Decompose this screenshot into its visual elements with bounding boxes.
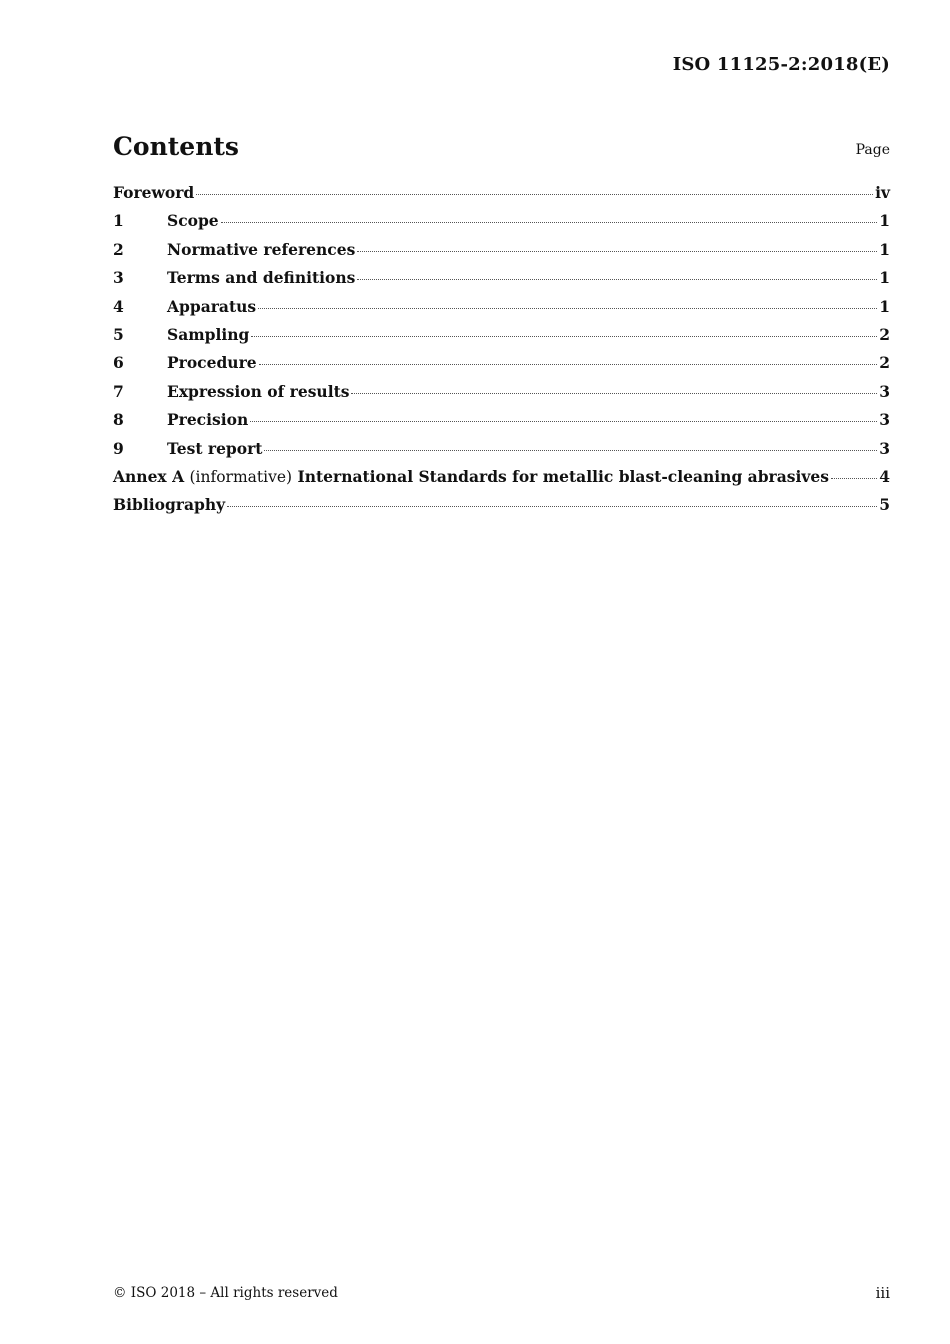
dot-leader bbox=[196, 194, 873, 195]
toc-entry-bibliography[interactable] bbox=[113, 495, 890, 523]
toc-entry-apparatus[interactable] bbox=[113, 297, 890, 325]
dot-leader bbox=[357, 251, 877, 252]
dot-leader bbox=[357, 279, 877, 280]
toc-entry-title: Scope bbox=[167, 211, 219, 231]
dot-leader bbox=[351, 393, 877, 394]
toc-entry-page: 3 bbox=[879, 438, 890, 458]
toc-entry-expression-of-results[interactable] bbox=[113, 382, 890, 410]
toc-entry-title: Procedure bbox=[167, 353, 257, 373]
toc-entry-page: 1 bbox=[879, 296, 890, 316]
toc-entry-title: Expression of results bbox=[167, 381, 350, 401]
contents-heading: Contents bbox=[113, 132, 240, 161]
toc-entry-number: 5 bbox=[113, 324, 124, 344]
toc-entry-number: 6 bbox=[113, 353, 124, 373]
annex-title: International Standards for metallic blast-cleaning abrasives bbox=[297, 466, 829, 486]
toc-entry-scope[interactable] bbox=[113, 211, 890, 239]
toc-entry-title: Bibliography bbox=[113, 495, 226, 515]
toc-entry-foreword[interactable] bbox=[113, 183, 890, 211]
dot-leader bbox=[259, 364, 878, 365]
document-id: ISO 11125-2:2018(E) bbox=[672, 54, 890, 75]
toc-entry-test-report[interactable] bbox=[113, 439, 890, 467]
toc-entry-page: 5 bbox=[879, 495, 890, 515]
toc-entry-title: Normative references bbox=[167, 239, 356, 259]
annex-note: (informative) bbox=[189, 467, 293, 486]
toc-entry-title: Sampling bbox=[167, 324, 250, 344]
toc-entry-number: 8 bbox=[113, 410, 124, 430]
dot-leader bbox=[831, 478, 877, 479]
toc-entry-terms-and-definitions[interactable] bbox=[113, 268, 890, 296]
toc-entry-number: 7 bbox=[113, 381, 124, 401]
toc-entry-page: 1 bbox=[879, 268, 890, 288]
toc-entry-page: iv bbox=[875, 183, 890, 202]
toc-entry-title: Apparatus bbox=[167, 296, 257, 316]
toc-entry-page: 2 bbox=[879, 353, 890, 373]
dot-leader bbox=[264, 450, 877, 451]
toc-entry-page: 3 bbox=[879, 410, 890, 430]
toc-entry-page: 1 bbox=[879, 239, 890, 259]
footer-copyright: © ISO 2018 – All rights reserved bbox=[113, 1285, 338, 1301]
dot-leader bbox=[251, 336, 877, 337]
toc-entry-title: Terms and definitions bbox=[167, 268, 356, 288]
dot-leader bbox=[221, 222, 878, 223]
toc-entry-number: 4 bbox=[113, 296, 124, 316]
toc-entry-annex-a[interactable] bbox=[113, 467, 890, 495]
toc-entry-precision[interactable] bbox=[113, 410, 890, 438]
toc-entry-page: 2 bbox=[879, 324, 890, 344]
toc-entry-page: 1 bbox=[879, 211, 890, 231]
toc-entry-number: 3 bbox=[113, 268, 124, 288]
toc-entry-page: 4 bbox=[879, 466, 890, 486]
toc-entry-title: Foreword bbox=[113, 183, 195, 202]
toc-entry-title: Test report bbox=[167, 438, 263, 458]
dot-leader bbox=[258, 308, 877, 309]
toc-entry-number: 2 bbox=[113, 239, 124, 259]
toc-entry-number: 9 bbox=[113, 438, 124, 458]
annex-label: Annex A bbox=[113, 466, 185, 486]
toc-entry-procedure[interactable] bbox=[113, 353, 890, 381]
footer-page-number: iii bbox=[875, 1284, 890, 1302]
toc-entry-normative-references[interactable] bbox=[113, 240, 890, 268]
page-column-label: Page bbox=[855, 142, 890, 158]
toc-entry-sampling[interactable] bbox=[113, 325, 890, 353]
toc-entry-title: Precision bbox=[167, 410, 249, 430]
dot-leader bbox=[250, 421, 877, 422]
toc-entry-title bbox=[113, 467, 829, 486]
toc-entry-page: 3 bbox=[879, 381, 890, 401]
toc-entry-number: 1 bbox=[113, 211, 124, 231]
table-of-contents bbox=[113, 183, 890, 524]
dot-leader bbox=[227, 506, 877, 507]
